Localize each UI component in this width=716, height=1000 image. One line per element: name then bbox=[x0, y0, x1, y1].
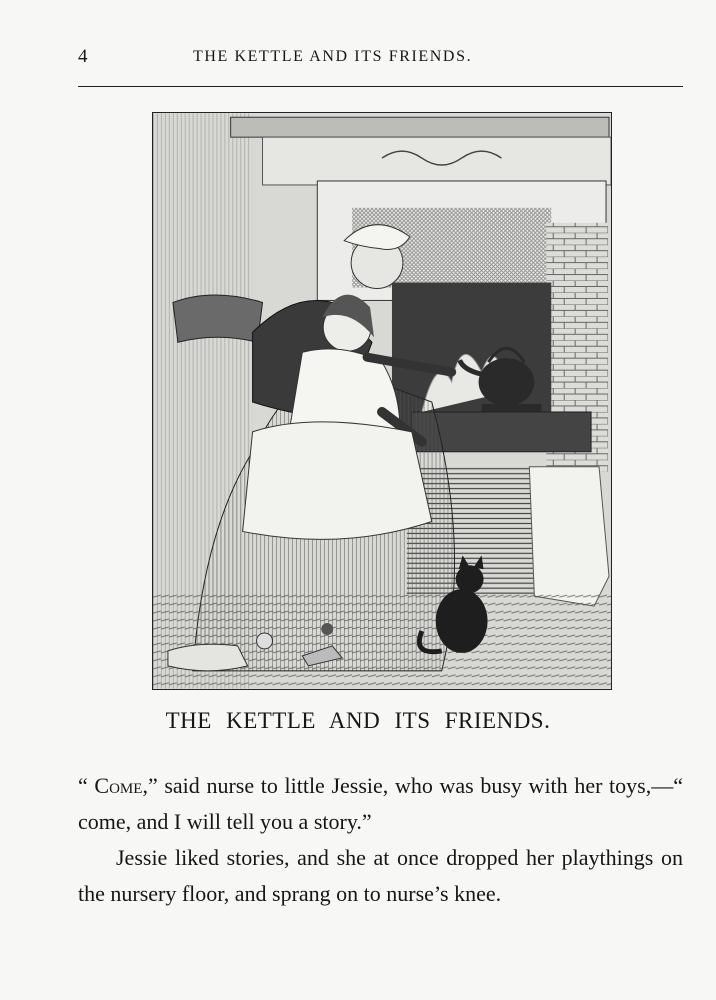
apron bbox=[243, 422, 432, 539]
header-rule bbox=[78, 86, 683, 87]
opening-quote: “ bbox=[78, 773, 95, 798]
illustration-caption: THE KETTLE AND ITS FRIENDS. bbox=[165, 708, 551, 733]
paragraph-2: Jessie liked stories, and she at once dropped her playthings on the nursery floor, and sprang on to nurse’s knee. bbox=[78, 845, 683, 906]
running-head bbox=[78, 46, 682, 76]
smallcaps-word: Come bbox=[94, 773, 143, 798]
chair bbox=[173, 295, 263, 342]
paragraph-1 bbox=[78, 768, 683, 840]
page-number: 4 bbox=[78, 46, 88, 67]
paragraph-1-text: ,” said nurse to little Jessie, who was busy with her toys,—“ come, and I will tell you a story.” bbox=[78, 773, 683, 834]
towel bbox=[529, 467, 609, 606]
running-title: THE KETTLE AND ITS FRIENDS. bbox=[193, 48, 473, 65]
body-text bbox=[78, 768, 683, 912]
floor bbox=[153, 591, 611, 689]
mantel-frieze bbox=[263, 137, 611, 185]
engraving-illustration bbox=[152, 112, 612, 690]
